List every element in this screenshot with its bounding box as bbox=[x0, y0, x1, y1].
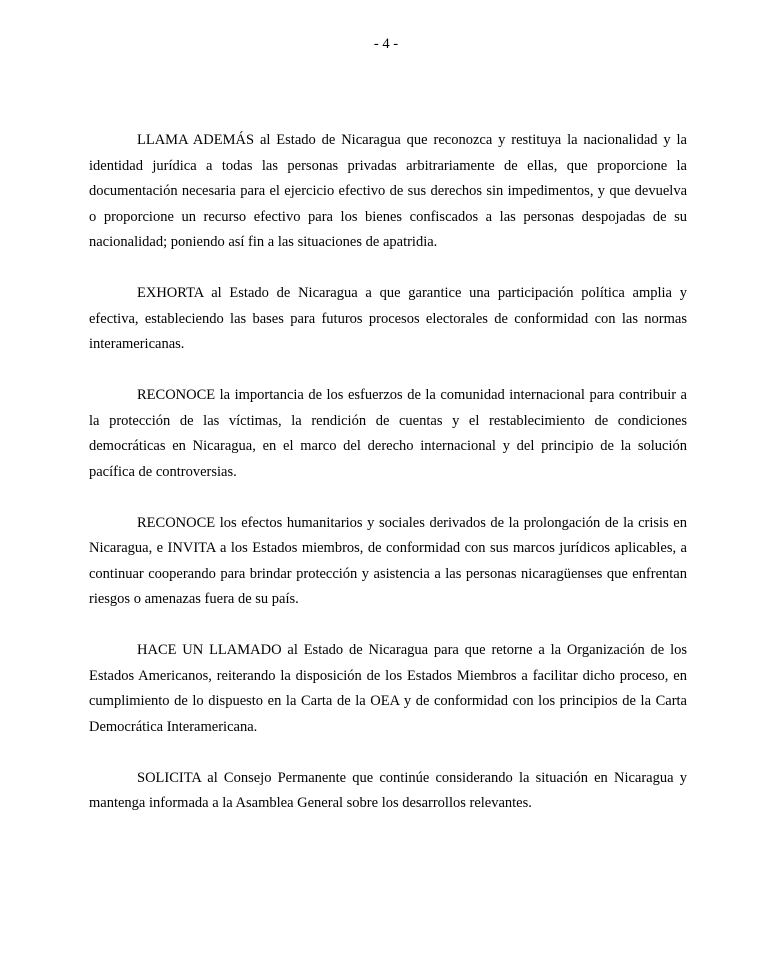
paragraph-reconoce-efectos: RECONOCE los efectos humanitarios y sociales derivados de la prolongación de la crisis en Nicaragua, e INVITA a los Estados miembros, de conformidad con sus marcos jurídicos aplicables, a continuar cooperando para brindar protección y asistencia a las personas nicaragüenses que enfrentan riesgos o amenazas fuera de su país. bbox=[89, 514, 687, 607]
paragraph-reconoce-importancia: RECONOCE la importancia de los esfuerzos de la comunidad internacional para contribuir a la protección de las víctimas, la rendición de cuentas y el restablecimiento de condiciones democráticas en Nicaragua, en el marco del derecho internacional y del principio de la solución pacífica de controversias. bbox=[89, 387, 687, 480]
paragraph-exhorta: EXHORTA al Estado de Nicaragua a que garantice una participación política amplia y efectiva, estableciendo las bases para futuros procesos electorales de conformidad con las normas interamericanas. bbox=[89, 285, 687, 352]
paragraph-llama-ademas: LLAMA ADEMÁS al Estado de Nicaragua que reconozca y restituya la nacionalidad y la identidad jurídica a todas las personas privadas arbitrariamente de ellas, que proporcione la documentación necesaria para el ejercicio efectivo de sus derechos sin impedimentos, y que devuelva o proporcione un recurso efectivo para los bienes confiscados a las personas despojadas de su nacionalidad; poniendo así fin a las situaciones de apatridia. bbox=[89, 132, 687, 250]
page-number: - 4 - bbox=[373, 36, 399, 52]
document-body bbox=[89, 128, 687, 842]
paragraph-hace-un-llamado: HACE UN LLAMADO al Estado de Nicaragua para que retorne a la Organización de los Estados Americanos, reiterando la disposición de los Estados Miembros a facilitar dicho proceso, en cumplimiento de lo dispuesto en la Carta de la OEA y de conformidad con los principios de la Carta Democrática Interamericana. bbox=[89, 642, 687, 735]
paragraph-solicita: SOLICITA al Consejo Permanente que continúe considerando la situación en Nicaragua y mantenga informada a la Asamblea General sobre los desarrollos relevantes. bbox=[89, 769, 687, 811]
